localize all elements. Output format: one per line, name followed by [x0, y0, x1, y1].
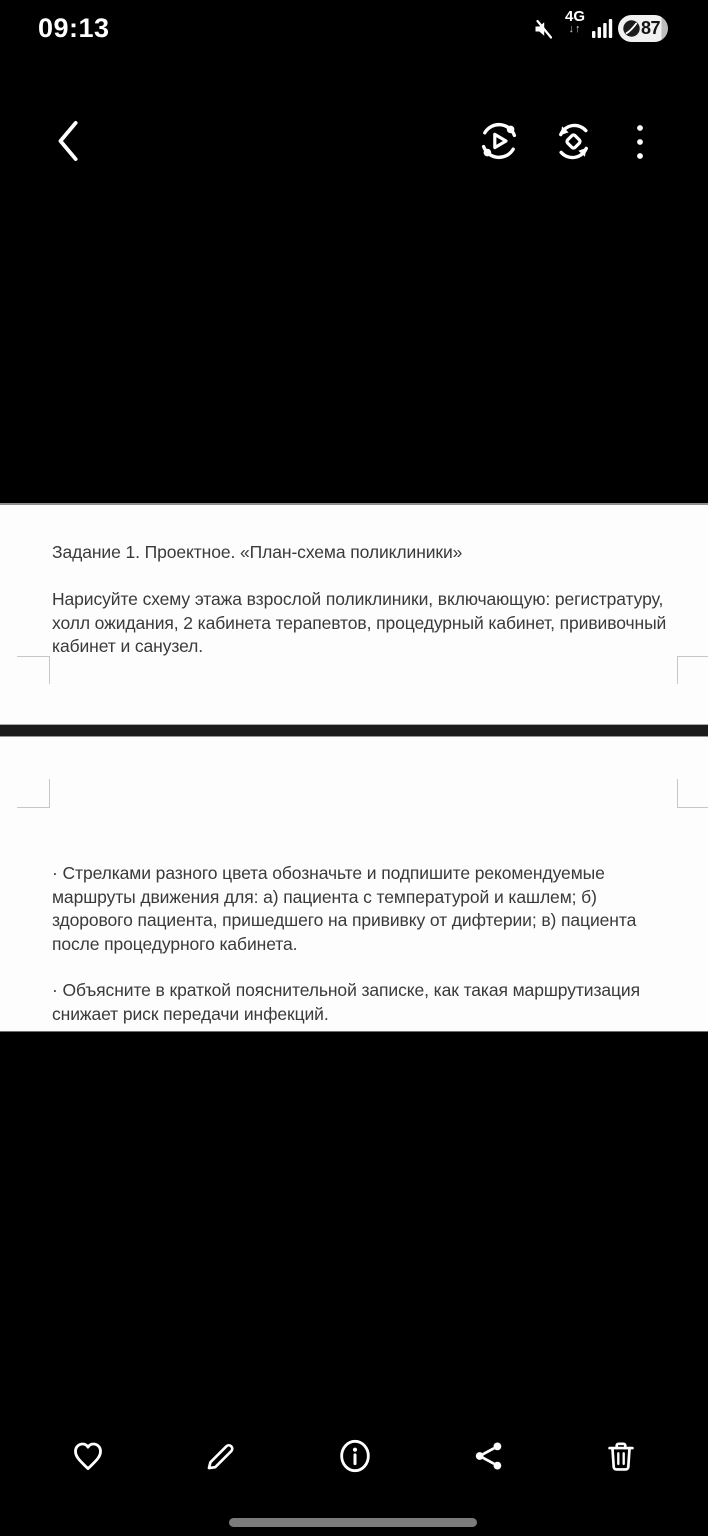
- task-title: Задание 1. Проектное. «План-схема поликлиники»: [52, 542, 463, 562]
- info-icon: [335, 1436, 375, 1476]
- document-page-2: [0, 737, 708, 1032]
- text-boundary-mark: [17, 656, 50, 684]
- mute-icon: [532, 17, 556, 41]
- network-arrows-icon: ↓↑: [568, 23, 582, 35]
- text-boundary-mark: [677, 779, 708, 808]
- favorite-button[interactable]: [68, 1436, 108, 1476]
- delete-button[interactable]: [602, 1437, 640, 1475]
- status-bar: [0, 0, 708, 56]
- clock: 09:13: [38, 13, 110, 43]
- signal-strength-icon: [591, 17, 614, 40]
- back-button[interactable]: [50, 116, 88, 166]
- task-bullet-1: · Стрелками разного цвета обозначьте и подпишите рекомендуемые маршруты движения для: а) пациента с температурой и кашлем; б) здорового пациента, пришедшего на прививку от дифтерии; в) пациента после процедурного кабинета.: [52, 863, 637, 954]
- text-boundary-mark: [677, 656, 708, 684]
- network-type: [560, 9, 590, 35]
- share-icon: [471, 1438, 507, 1474]
- more-options-button[interactable]: [632, 121, 648, 163]
- details-button[interactable]: [335, 1436, 375, 1476]
- remaster-button[interactable]: [551, 119, 596, 164]
- favorite-heart-icon: [68, 1436, 108, 1476]
- edit-pencil-icon: [202, 1437, 240, 1475]
- task-bullet-2: · Объясните в краткой пояснительной записке, как такая маршрутизация снижает риск передачи инфекций.: [52, 980, 640, 1024]
- share-button[interactable]: [471, 1438, 507, 1474]
- document-page-1: [0, 503, 708, 726]
- text-boundary-mark: [17, 779, 50, 808]
- battery-saver-icon: [622, 19, 641, 38]
- remaster-icon: [551, 119, 596, 164]
- delete-trash-icon: [602, 1437, 640, 1475]
- more-menu-icon: [632, 121, 648, 163]
- page-break-divider: [0, 724, 708, 737]
- motion-photo-button[interactable]: [475, 117, 523, 165]
- battery-percent: 87: [641, 18, 661, 38]
- battery-indicator: [618, 15, 668, 42]
- edit-button[interactable]: [202, 1437, 240, 1475]
- task-body: Нарисуйте схему этажа взрослой поликлиники, включающую: регистратуру, холл ожидания, 2 кабинета терапевтов, процедурный кабинет, прививочный кабинет и санузел.: [52, 589, 667, 656]
- network-label: 4G: [564, 8, 585, 25]
- back-icon: [50, 116, 88, 166]
- home-indicator[interactable]: [229, 1518, 477, 1527]
- motion-photo-icon: [475, 117, 523, 165]
